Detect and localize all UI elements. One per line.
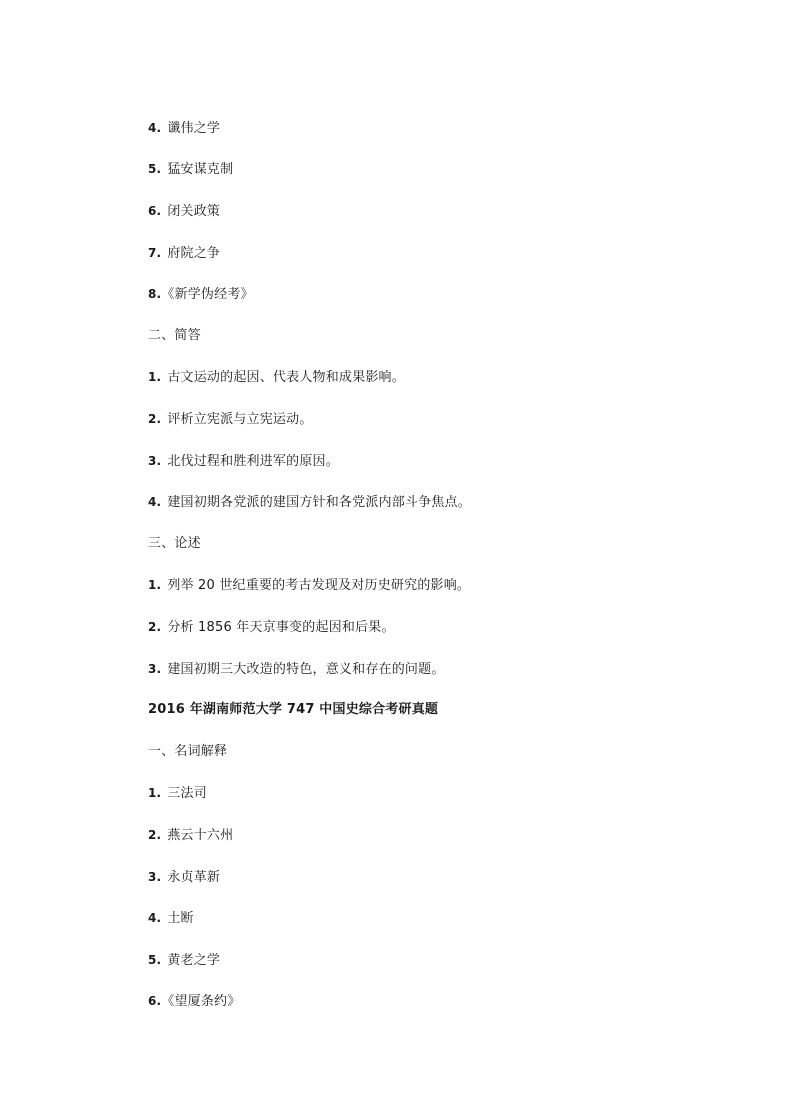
item-number: 2. (148, 828, 162, 842)
list-item (148, 410, 313, 429)
item-text: 黄老之学 (167, 953, 221, 968)
exam-title-text: 2016 年湖南师范大学 747 中国史综合考研真题 (148, 702, 439, 717)
list-item (148, 576, 470, 595)
list-item (148, 202, 220, 221)
list-item (148, 493, 471, 512)
list-item (148, 784, 207, 803)
list-item (148, 618, 395, 637)
item-text: 古文运动的起因、代表人物和成果影响。 (167, 370, 405, 385)
list-item (148, 452, 339, 471)
item-number: 4. (148, 495, 162, 509)
item-number: 2. (148, 412, 162, 426)
item-text: 北伐过程和胜利进军的原因。 (167, 454, 339, 469)
item-text: 三法司 (167, 786, 207, 801)
list-item (148, 160, 233, 179)
item-text: 评析立宪派与立宪运动。 (167, 412, 313, 427)
section-heading-text: 三、论述 (148, 536, 201, 551)
list-item (148, 119, 220, 138)
item-text: 分析 1856 年天京事变的起因和后果。 (167, 620, 395, 635)
item-text: 列举 20 世纪重要的考古发现及对历史研究的影响。 (167, 578, 471, 593)
item-number: 6. (148, 994, 162, 1008)
list-item (148, 660, 445, 679)
section-heading-text: 一、名词解释 (148, 744, 228, 759)
exam-title (148, 701, 438, 719)
item-number: 4. (148, 911, 162, 925)
list-item (148, 868, 220, 887)
list-item (148, 992, 241, 1011)
item-number: 1. (148, 578, 162, 592)
item-text: 建国初期三大改造的特色，意义和存在的问题。 (167, 662, 445, 677)
item-number: 3. (148, 870, 162, 884)
item-text: 建国初期各党派的建国方针和各党派内部斗争焦点。 (167, 495, 471, 510)
section-heading (148, 327, 201, 345)
item-number: 6. (148, 204, 162, 218)
item-number: 7. (148, 246, 162, 260)
list-item (148, 826, 233, 845)
item-text: 府院之争 (167, 246, 221, 261)
section-heading (148, 743, 227, 761)
section-heading (148, 535, 201, 553)
item-text: 燕云十六州 (167, 828, 234, 843)
list-item (148, 368, 405, 387)
item-text: 《新学伪经考》 (161, 287, 254, 302)
item-number: 2. (148, 620, 162, 634)
item-number: 5. (148, 953, 162, 967)
item-number: 1. (148, 370, 162, 384)
item-number: 5. (148, 162, 162, 176)
item-number: 1. (148, 786, 162, 800)
item-text: 猛安谋克制 (167, 162, 234, 177)
list-item (148, 951, 220, 970)
item-text: 谶伟之学 (167, 121, 221, 136)
item-number: 8. (148, 287, 162, 301)
item-text: 《望厦条约》 (161, 994, 241, 1009)
list-item (148, 285, 254, 304)
list-item (148, 244, 220, 263)
item-text: 土断 (167, 911, 194, 926)
item-text: 永贞革新 (167, 870, 221, 885)
item-number: 4. (148, 121, 162, 135)
list-item (148, 909, 194, 928)
item-number: 3. (148, 454, 162, 468)
item-number: 3. (148, 662, 162, 676)
section-heading-text: 二、简答 (148, 328, 201, 343)
item-text: 闭关政策 (167, 204, 221, 219)
